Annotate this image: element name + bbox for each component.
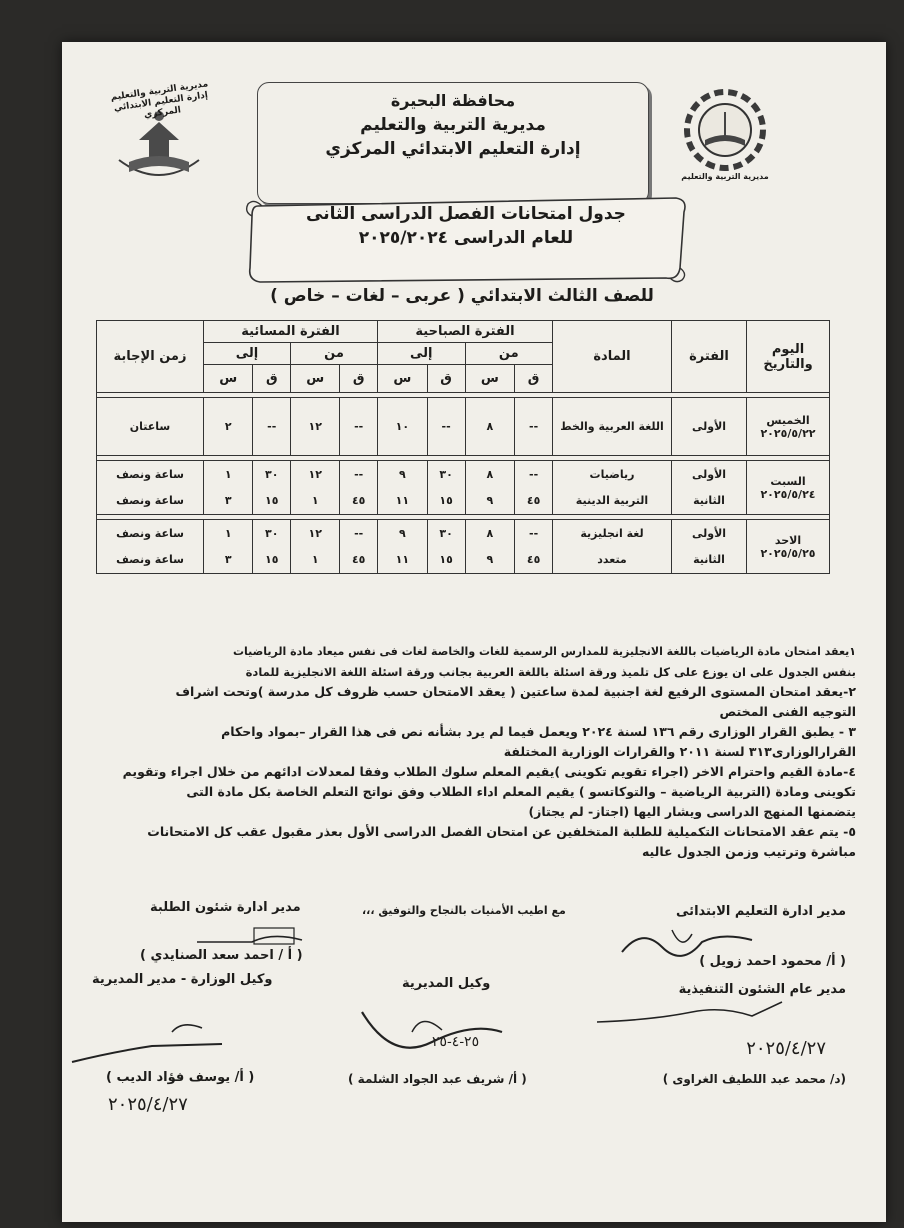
exam-schedule-table: [96, 320, 830, 574]
header-morning-to: إلى: [377, 343, 465, 365]
time-cell: --: [515, 398, 553, 456]
time-cell: --: [340, 398, 378, 456]
governorate-name: محافظة البحيرة: [390, 91, 516, 110]
signature-date: ٢٠٢٥/٤/٢٧: [746, 1038, 826, 1059]
note-line: ٣ - يطبق القرار الوزارى رقم ١٣٦ لسنة ٢٠٢٤ ويعمل فيما لم يرد بشأنه نص فى هذا القرار –بمواد واحكام: [221, 724, 856, 739]
time-cell: ٩: [377, 520, 427, 547]
time-cell: ١٥: [253, 547, 291, 574]
header-s: س: [377, 365, 427, 393]
signature-title: وكيل الوزارة - مدير المديرية: [92, 972, 273, 987]
time-cell: ١٥: [253, 488, 291, 515]
directorate-name: مديرية التربية والتعليم: [360, 115, 546, 135]
subject-cell: لغة انجليزية: [553, 520, 672, 547]
table-row: [97, 398, 830, 456]
signature-scribble-icon: [192, 922, 312, 952]
time-cell: ١٥: [427, 547, 465, 574]
closing-line: مع اطيب الأمنيات بالنجاح والتوفيق ،،،: [362, 904, 566, 917]
time-cell: ٤٥: [515, 488, 553, 515]
period-cell: الأولى: [672, 461, 747, 488]
time-cell: ٢: [204, 398, 253, 456]
day-date: ٢٠٢٥/٥/٢٥: [760, 546, 816, 560]
header-period: الفترة: [672, 321, 747, 393]
signature-name: ( أ/ يوسف فؤاد الديب ): [106, 1070, 255, 1085]
time-cell: ١١: [377, 488, 427, 515]
time-cell: ٨: [465, 461, 515, 488]
time-cell: ٤٥: [515, 547, 553, 574]
signature-name: (د/ محمد عبد اللطيف الغراوى ): [662, 1072, 846, 1086]
header-q: ق: [253, 365, 291, 393]
signature-name: ( أ / احمد سعد الصنايدي ): [140, 948, 303, 963]
time-cell: ١١: [377, 547, 427, 574]
note-line: ١يعقد امتحان مادة الرياضيات باللغة الانجليزية للمدارس الرسمية للغات والخاصة لغات فى نفس ميعاد مادة الرياضيات: [232, 645, 856, 658]
time-cell: ١٢: [291, 398, 340, 456]
signature-date: ٢٥-٤-٢٥: [432, 1034, 480, 1050]
time-cell: ١: [204, 461, 253, 488]
subject-cell: اللغة العربية والخط: [553, 398, 672, 456]
table-row: [97, 520, 830, 547]
time-cell: --: [515, 461, 553, 488]
header-morning-from: من: [465, 343, 552, 365]
note-line: القرارالوزارى٣١٣ لسنة ٢٠١١ والقرارات الوزارية المختلفة: [503, 744, 856, 759]
header-s: س: [465, 365, 515, 393]
time-cell: ١٥: [427, 488, 465, 515]
ministry-logo: [660, 82, 790, 192]
duration-cell: ساعة ونصف: [97, 547, 204, 574]
grade-line: للصف الثالث الابتدائي ( عربى – لغات – خاص ): [270, 286, 654, 306]
time-cell: --: [253, 398, 291, 456]
header-duration: زمن الإجابة: [97, 321, 204, 393]
time-cell: ٣٠: [253, 520, 291, 547]
day-date: ٢٠٢٥/٥/٢٤: [760, 487, 816, 501]
time-cell: ١: [204, 520, 253, 547]
day-name: الاحد: [774, 533, 802, 547]
time-cell: ٣٠: [427, 520, 465, 547]
time-cell: ٩: [465, 488, 515, 515]
subject-cell: متعدد: [553, 547, 672, 574]
signature-name: ( أ/ شريف عبد الجواد الشلمة ): [348, 1072, 527, 1086]
signature-date: ٢٠٢٥/٤/٢٧: [108, 1094, 188, 1115]
signature-title: مدير عام الشئون التنفيذية: [678, 982, 846, 997]
time-cell: ١٢: [291, 461, 340, 488]
time-cell: ٤٥: [340, 488, 378, 515]
directorate-logo: [94, 80, 224, 210]
period-cell: الأولى: [672, 398, 747, 456]
duration-cell: ساعتان: [97, 398, 204, 456]
time-cell: ١: [291, 547, 340, 574]
signature-scribble-icon: [352, 1002, 512, 1072]
note-line: ٤-مادة القيم واحترام الاخر (اجراء تقويم تكوينى )يقيم المعلم سلوك الطلاب وفقا لمعدلات ادائهم من خلال اجراء وتقويم: [122, 764, 856, 779]
table-row: [97, 547, 830, 574]
day-name: السبت: [770, 474, 806, 488]
signature-scribble-icon: [62, 1012, 242, 1072]
title-line2: للعام الدراسى ٢٠٢٥/٢٠٢٤: [358, 228, 574, 248]
time-cell: --: [427, 398, 465, 456]
title-line1: جدول امتحانات الفصل الدراسى الثانى: [306, 204, 626, 224]
duration-cell: ساعة ونصف: [97, 520, 204, 547]
time-cell: ٣٠: [427, 461, 465, 488]
note-line: تكوينى ومادة (التربية الرياضية – والتوكاتسو ) يقيم المعلم اداء الطلاب وفق نواتج التعلم الخاصة بكل مادة التى: [186, 784, 856, 799]
time-cell: ١٢: [291, 520, 340, 547]
time-cell: ١: [291, 488, 340, 515]
duration-cell: ساعة ونصف: [97, 488, 204, 515]
day-date: ٢٠٢٥/٥/٢٢: [760, 426, 816, 440]
period-cell: الأولى: [672, 520, 747, 547]
note-line: بنفس الجدول على ان يوزع على كل تلميذ ورقة اسئلة باللغة العربية بجانب ورقة اسئلة اللغة الانجليزية للمادة: [245, 665, 856, 679]
header-q: ق: [515, 365, 553, 393]
logo-left-caption: مديرية التربية والتعليم إدارة التعليم الابتدائي المركزي: [110, 79, 209, 121]
header-evening-to: إلى: [204, 343, 291, 365]
time-cell: ٣٠: [253, 461, 291, 488]
header-evening-from: من: [291, 343, 378, 365]
signature-title: مدير ادارة شئون الطلبة: [150, 900, 301, 915]
header-s: س: [204, 365, 253, 393]
period-cell: الثانية: [672, 488, 747, 515]
note-line: مباشرة وترتيب وزمن الجدول عاليه: [641, 844, 856, 859]
table-row: [97, 461, 830, 488]
duration-cell: ساعة ونصف: [97, 461, 204, 488]
document-page: [62, 42, 886, 1222]
time-cell: --: [515, 520, 553, 547]
note-line: ٥- يتم عقد الامتحانات التكميلية للطلبة المتخلفين عن امتحان الفصل الدراسى الأول بعذر مقبول عقب كل الامتحانات: [147, 824, 856, 839]
time-cell: ٨: [465, 398, 515, 456]
administration-name: إدارة التعليم الابتدائي المركزي: [325, 139, 581, 159]
subject-cell: التربية الدينية: [553, 488, 672, 515]
period-cell: الثانية: [672, 547, 747, 574]
header-q: ق: [340, 365, 378, 393]
signature-scribble-icon: [612, 922, 762, 962]
time-cell: ٣: [204, 547, 253, 574]
signature-scribble-icon: [592, 992, 792, 1032]
header-morning: الفترة الصباحية: [377, 321, 552, 343]
time-cell: ٣: [204, 488, 253, 515]
subject-cell: رياضيات: [553, 461, 672, 488]
note-line: ٢-يعقد امتحان المستوى الرفيع لغة اجنبية لمدة ساعتين ( يعقد الامتحان حسب ظروف كل مدرسة )وتحت اشراف: [175, 684, 856, 699]
title-scroll: [240, 190, 692, 288]
header-box: [257, 82, 649, 204]
day-name: الخميس: [766, 413, 810, 427]
time-cell: --: [340, 461, 378, 488]
time-cell: ١٠: [377, 398, 427, 456]
header-day-date: اليوم والتاريخ: [747, 321, 830, 393]
time-cell: ٩: [377, 461, 427, 488]
time-cell: ٨: [465, 520, 515, 547]
notes-section: [66, 642, 856, 862]
header-q: ق: [427, 365, 465, 393]
note-line: التوجيه الفنى المختص: [719, 704, 856, 719]
time-cell: ٤٥: [340, 547, 378, 574]
header-evening: الفترة المسائية: [204, 321, 378, 343]
header-subject: المادة: [553, 321, 672, 393]
header-s: س: [291, 365, 340, 393]
table-row: [97, 488, 830, 515]
logo-right-caption: مديرية التربية والتعليم: [681, 172, 769, 181]
signature-name: ( أ/ محمود احمد زويل ): [699, 954, 846, 969]
time-cell: ٩: [465, 547, 515, 574]
time-cell: --: [340, 520, 378, 547]
signature-title: مدير ادارة التعليم الابتدائى: [676, 904, 846, 919]
signature-title: وكيل المديرية: [402, 976, 491, 991]
note-line: يتضمنها المنهج الدراسى ويشار اليها (اجتاز- لم يجتاز): [528, 804, 856, 819]
